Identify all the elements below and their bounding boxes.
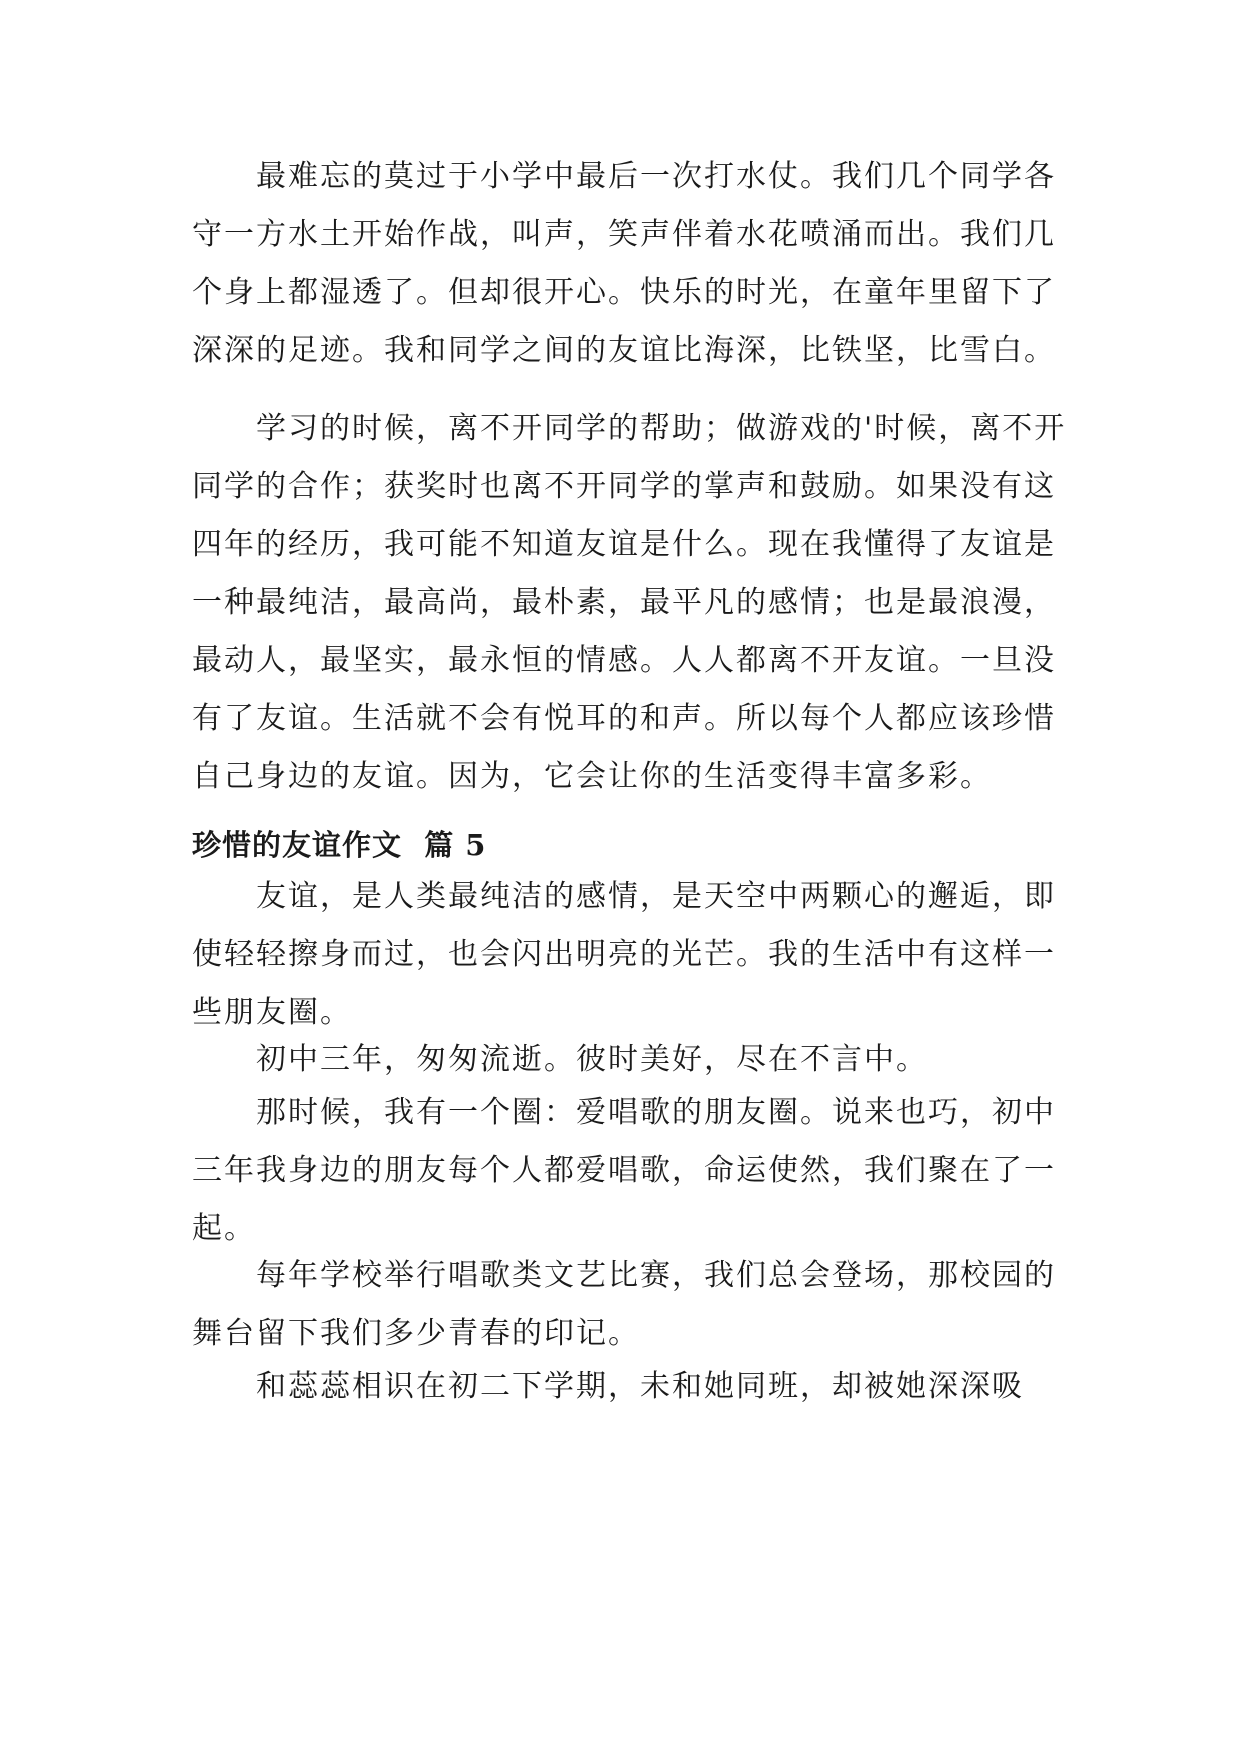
paragraph-school-contest: 每年学校举行唱歌类文艺比赛，我们总会登场，那校园的舞台留下我们多少青春的印记。 — [192, 1258, 1056, 1351]
paragraph-ruirui: 和蕊蕊相识在初二下学期，未和她同班，却被她深深吸 — [256, 1369, 1024, 1404]
section-heading: 珍惜的友谊作文 篇 5 — [192, 828, 487, 862]
paragraph-singing-circle: 那时候，我有一个圈：爱唱歌的朋友圈。说来也巧，初中三年我身边的朋友每个人都爱唱歌，命运使然，我们聚在了一起。 — [192, 1095, 1056, 1246]
paragraph-friendship-value: 学习的时候，离不开同学的帮助；做游戏的'时候，离不开同学的合作；获奖时也离不开同学的掌声和鼓励。如果没有这四年的经历，我可能不知道友谊是什么。现在我懂得了友谊是一种最纯洁，最高尚，最朴素，最平凡的感情；也是最浪漫，最动人，最坚实，最永恒的情感。人人都离不开友谊。一旦没有了友谊。生活就不会有悦耳的和声。所以每个人都应该珍惜自己身边的友谊。因为，它会让你的生活变得丰富多彩。 — [192, 411, 1067, 794]
paragraph-friendship-definition: 友谊，是人类最纯洁的感情，是天空中两颗心的邂逅，即使轻轻擦身而过，也会闪出明亮的光芒。我的生活中有这样一些朋友圈。 — [192, 879, 1056, 1030]
paragraph-middle-school: 初中三年，匆匆流逝。彼时美好，尽在不言中。 — [256, 1042, 928, 1077]
paragraph-water-fight: 最难忘的莫过于小学中最后一次打水仗。我们几个同学各守一方水土开始作战，叫声，笑声伴着水花喷涌而出。我们几个身上都湿透了。但却很开心。快乐的时光，在童年里留下了深深的足迹。我和同学之间的友谊比海深，比铁坚，比雪白。 — [192, 159, 1056, 368]
